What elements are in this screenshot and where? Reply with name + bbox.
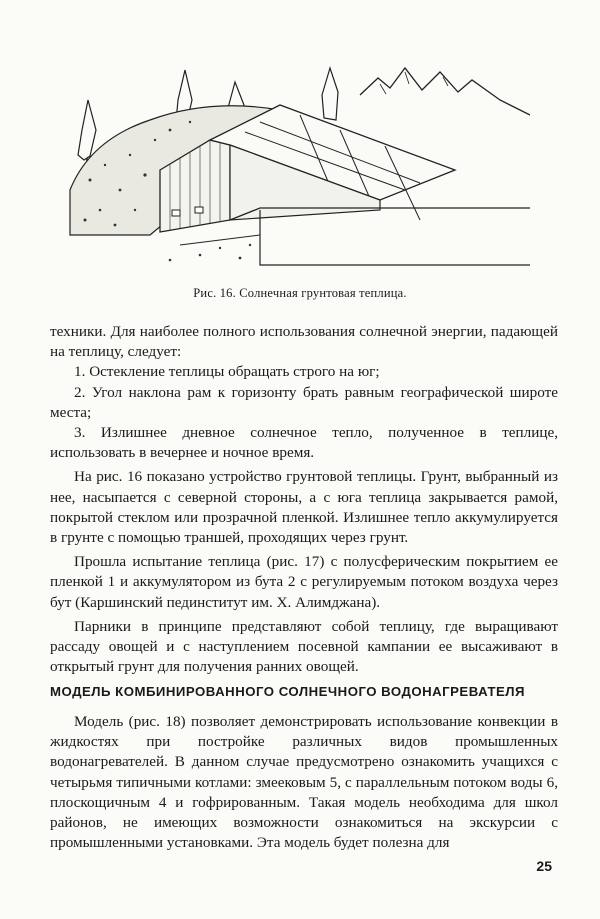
page-number: 25	[536, 858, 552, 874]
body-text	[50, 322, 558, 677]
paragraph: Модель (рис. 18) позволяет демонстрировать использование конвекции в жидкостях при постройке различных видов промышленных водонагревателей. В данном случае предусмотрено ознакомить учащихся с четырьмя типичными котлами: змеековым 5, с параллельным потоком воды 6, плоскощичным 4 и гофрированным. Такая модель необходима для школ районов, не имеющих возможности ознакомиться на экскурсии с промышленными установками. Эта модель будет полезна для	[50, 713, 558, 852]
list-item: 3. Излишнее дневное солнечное тепло, полученное в теплице, использовать в вечернее и ночное время.	[50, 424, 558, 462]
paragraph: Парники в принципе представляют собой теплицу, где выращивают рассаду овощей и с наступлением посевной кампании ее высаживают в открытый грунт для получения ранних овощей.	[50, 617, 558, 676]
greenhouse-drawing	[60, 60, 530, 275]
paragraph: Прошла испытание теплица (рис. 17) с полусферическим покрытием ее пленкой 1 и аккумулятором из бута 2 с регулируемым потоком воздуха через бут (Каршинский пединститут им. Х. Алимджана).	[50, 553, 558, 611]
paragraph: На рис. 16 показано устройство грунтовой теплицы. Грунт, выбранный из нее, насыпается с северной стороны, а с юга теплица закрывается рамой, покрытой стеклом или прозрачной пленкой. Излишнее тепло аккумулируется в грунте с помощью траншей, проходящих через грунт.	[50, 468, 558, 547]
section-text	[50, 712, 558, 853]
figure-caption: Рис. 16. Солнечная грунтовая теплица.	[193, 286, 407, 300]
list-item: 2. Угол наклона рам к горизонту брать равным географической широте места;	[50, 383, 558, 421]
section-heading: МОДЕЛЬ КОМБИНИРОВАННОГО СОЛНЕЧНОГО ВОДОНАГРЕВАТЕЛЯ	[50, 684, 526, 699]
greenhouse-illustration	[60, 60, 530, 275]
paragraph: техники. Для наиболее полного использования солнечной энергии, падающей на теплицу, следует:	[50, 323, 558, 361]
list-item: 1. Остекление теплицы обращать строго на юг;	[74, 363, 380, 381]
